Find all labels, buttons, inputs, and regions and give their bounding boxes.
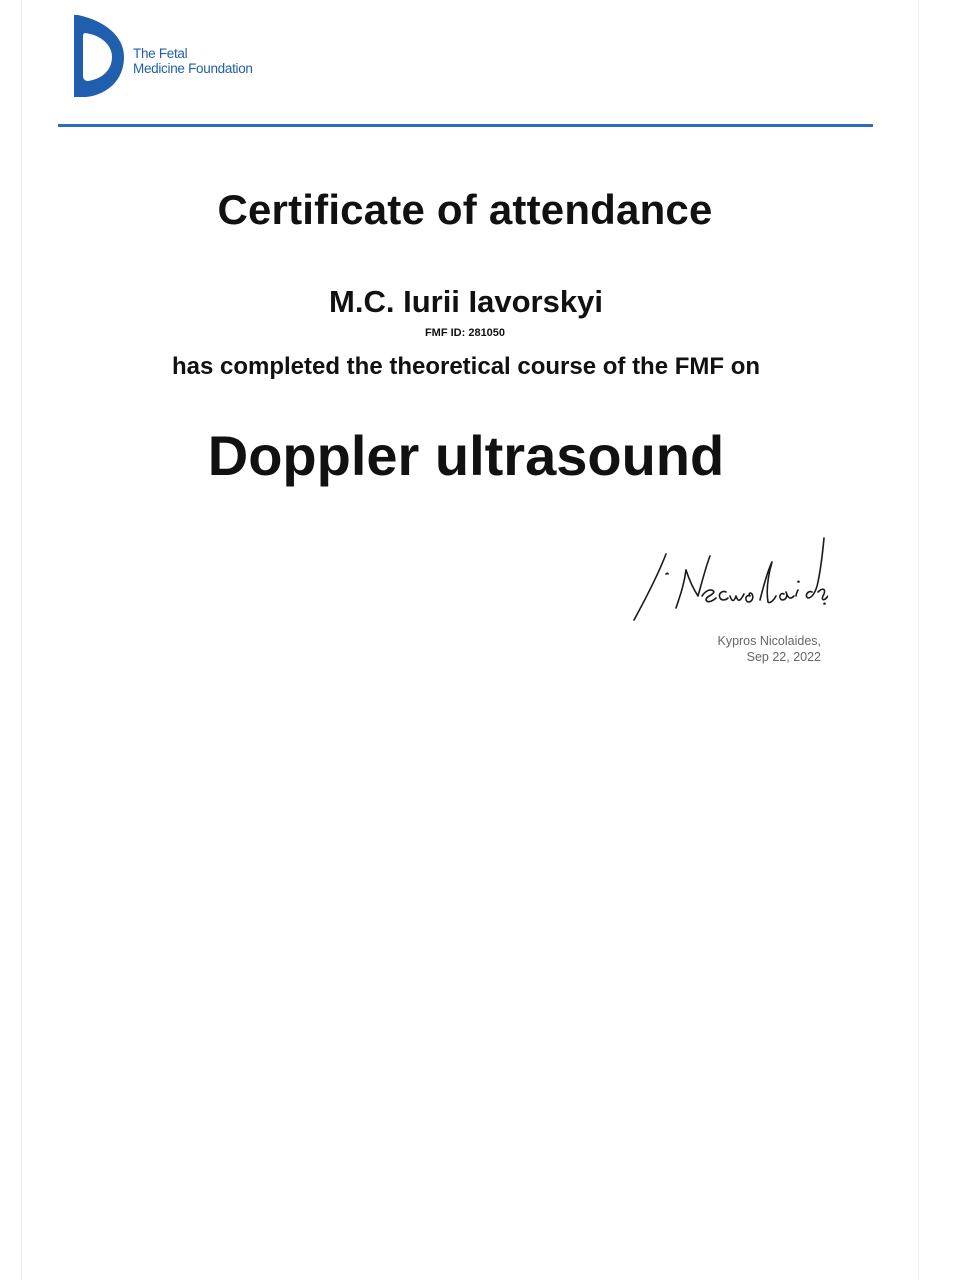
course-name: Doppler ultrasound [207, 424, 725, 487]
signer-name: Kypros Nicolaides, [717, 634, 821, 648]
certificate-title: Certificate of attendance [217, 186, 713, 233]
logo-wordmark [133, 46, 253, 76]
logo-line-1: The Fetal [133, 46, 188, 61]
logo-line-2: Medicine Foundation [133, 61, 253, 76]
handwritten-signature [628, 530, 828, 626]
recipient-name: M.C. Iurii Iavorskyi [329, 284, 603, 319]
fmf-logo-icon [72, 15, 124, 97]
signature-date: Sep 22, 2022 [746, 650, 821, 664]
fmf-logo [72, 15, 272, 100]
fmf-id: FMF ID: 281050 [424, 327, 506, 339]
signer-info [560, 633, 821, 665]
header-divider [58, 124, 873, 127]
completion-statement: has completed the theoretical course of the FMF on [171, 353, 761, 380]
